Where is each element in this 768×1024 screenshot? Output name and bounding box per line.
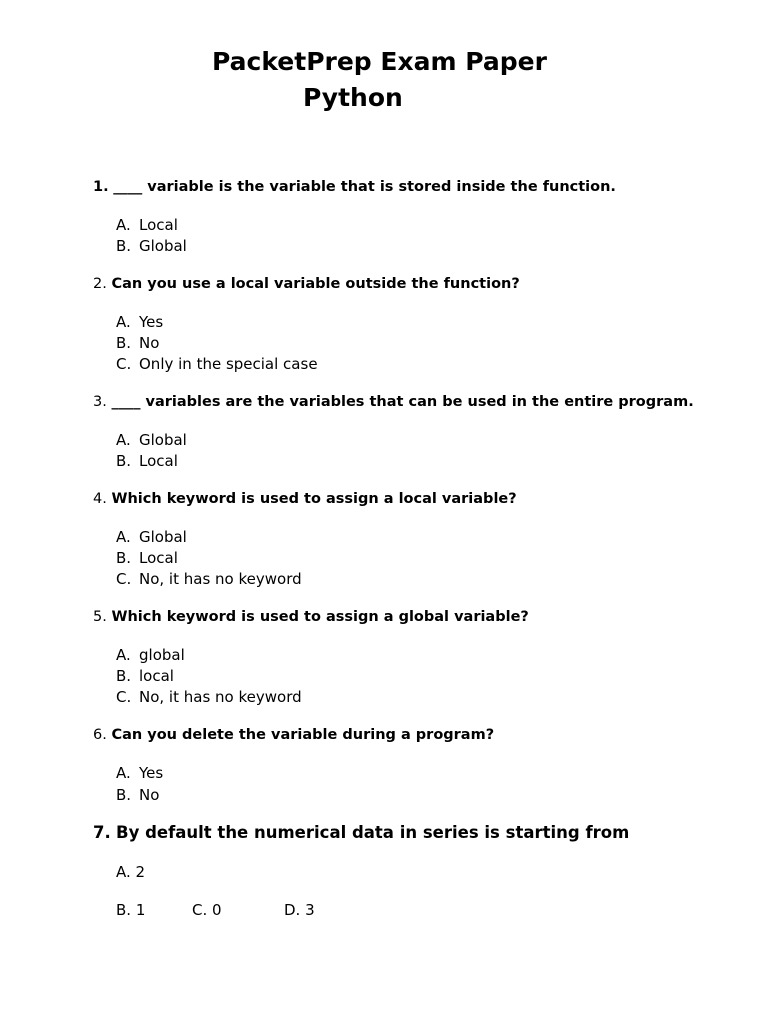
option-letter: A.	[116, 764, 131, 782]
question-number: 1.	[93, 179, 109, 195]
question-7	[93, 825, 629, 842]
option-text: No, it has no keyword	[139, 570, 302, 588]
question-4	[93, 492, 517, 507]
option-7a: A. 2	[116, 863, 146, 881]
option-5b	[116, 669, 174, 684]
question-5	[93, 610, 529, 625]
option-text: Yes	[139, 313, 164, 331]
question-2	[93, 277, 520, 292]
page-title: PacketPrep Exam Paper	[212, 47, 547, 76]
option-letter: C.	[116, 570, 132, 588]
option-letter: A.	[116, 216, 131, 234]
option-5c	[116, 690, 302, 705]
option-text: Yes	[139, 764, 164, 782]
option-2c	[116, 357, 318, 372]
option-4a	[116, 530, 187, 545]
option-text: Global	[139, 237, 187, 255]
option-7c: C. 0	[192, 901, 222, 919]
option-5a	[116, 648, 185, 663]
option-text: No, it has no keyword	[139, 688, 302, 706]
option-3b	[116, 454, 178, 469]
question-text: Which keyword is used to assign a local variable?	[111, 491, 517, 507]
question-1	[93, 180, 616, 195]
option-2b	[116, 336, 159, 351]
option-letter: C.	[116, 355, 132, 373]
option-1a	[116, 218, 178, 233]
question-text: By default the numerical data in series is starting from	[116, 823, 630, 842]
option-letter: B.	[116, 667, 132, 685]
page-subtitle: Python	[303, 83, 403, 112]
option-text: Local	[139, 452, 178, 470]
option-text: No	[139, 786, 160, 804]
option-text: Local	[139, 216, 178, 234]
question-text: Can you delete the variable during a program?	[111, 727, 495, 743]
option-letter: A.	[116, 313, 131, 331]
question-number: 4.	[93, 491, 107, 507]
question-number: 7.	[93, 823, 111, 842]
option-1b	[116, 239, 187, 254]
question-text: ____ variables are the variables that can be used in the entire program.	[111, 394, 694, 410]
question-text: Which keyword is used to assign a global variable?	[111, 609, 529, 625]
option-text: Only in the special case	[139, 355, 318, 373]
option-letter: B.	[116, 334, 132, 352]
option-letter: B.	[116, 786, 132, 804]
option-text: Local	[139, 549, 178, 567]
option-letter: A.	[116, 528, 131, 546]
option-letter: B.	[116, 237, 132, 255]
question-number: 2.	[93, 276, 107, 292]
option-7d: D. 3	[284, 901, 315, 919]
option-text: local	[139, 667, 174, 685]
option-letter: A.	[116, 646, 131, 664]
option-text: Global	[139, 431, 187, 449]
question-6	[93, 728, 494, 743]
option-4c	[116, 572, 302, 587]
option-text: global	[139, 646, 185, 664]
question-text: Can you use a local variable outside the function?	[111, 276, 520, 292]
option-3a	[116, 433, 187, 448]
option-4b	[116, 551, 178, 566]
question-number: 3.	[93, 394, 107, 410]
question-number: 5.	[93, 609, 107, 625]
option-6a	[116, 766, 163, 781]
option-letter: B.	[116, 549, 132, 567]
option-2a	[116, 315, 163, 330]
option-letter: A.	[116, 431, 131, 449]
option-7b: B. 1	[116, 901, 146, 919]
option-text: No	[139, 334, 160, 352]
option-6b	[116, 788, 159, 803]
option-text: Global	[139, 528, 187, 546]
question-text: ____ variable is the variable that is stored inside the function.	[113, 179, 616, 195]
option-letter: B.	[116, 452, 132, 470]
option-letter: C.	[116, 688, 132, 706]
question-number: 6.	[93, 727, 107, 743]
question-3	[93, 395, 694, 410]
